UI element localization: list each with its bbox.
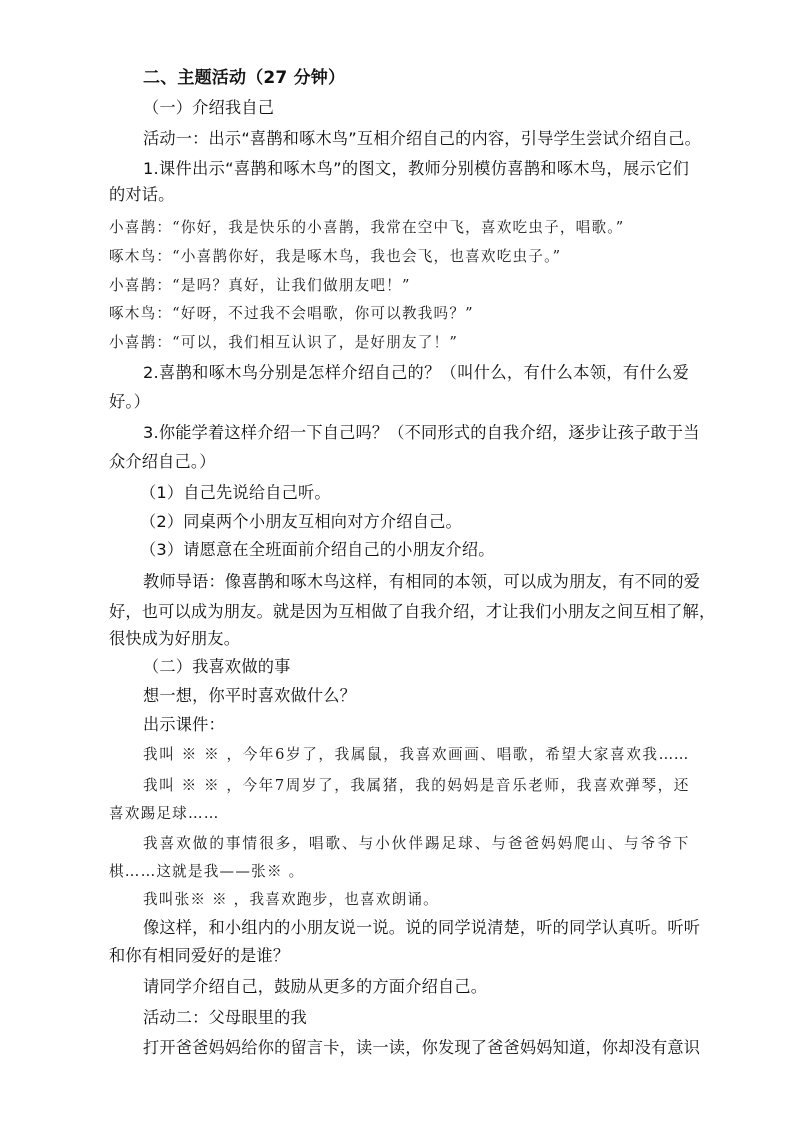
dialogue-line-5: 小喜鹊：“可以，我们相互认识了，是好朋友了！”: [109, 334, 458, 351]
sub-step-3: （3）请愿意在全班面前介绍自己的小朋友介绍。: [140, 540, 495, 559]
dialogue-line-4: 啄木鸟：“好呀，不过我不会唱歌，你可以教我吗？”: [109, 305, 474, 322]
sub-step-1: （1）自己先说给自己听。: [140, 483, 331, 502]
activity-one-intro: 活动一：出示“喜鹊和啄木鸟”互相介绍自己的内容，引导学生尝试介绍自己。: [143, 129, 701, 148]
step-1-line-1: 1.课件出示“喜鹊和啄木鸟”的图文，教师分别模仿喜鹊和啄木鸟，展示它们: [143, 159, 689, 178]
subsection-title-2: （二）我喜欢做的事: [143, 657, 291, 676]
dialogue-line-1: 小喜鹊：“你好，我是快乐的小喜鹊，我常在空中飞，喜欢吃虫子，唱歌。”: [109, 219, 625, 236]
teacher-guide-line-2: 好，也可以成为朋友。就是因为互相做了自我介绍，才让我们小朋友之间互相了解，: [109, 602, 716, 621]
dialogue-line-3: 小喜鹊：“是吗？真好，让我们做朋友吧！”: [109, 277, 411, 294]
group-talk-line-1: 像这样，和小组内的小朋友说一说。说的同学说清楚，听的同学认真听。听听: [143, 918, 701, 937]
subsection-title-1: （一）介绍我自己: [143, 98, 275, 117]
example-3-line-2: 棋……这就是我——张※ 。: [109, 863, 305, 880]
example-2-line-2: 喜欢踢足球……: [109, 805, 220, 822]
step-2-line-2: 好。）: [109, 392, 151, 411]
final-line: 打开爸爸妈妈给你的留言卡，读一读，你发现了爸爸妈妈知道，你却没有意识: [143, 1038, 701, 1057]
example-1: 我叫 ※ ※ ，今年6岁了，我属鼠，我喜欢画画、唱歌，希望大家喜欢我……: [143, 746, 689, 763]
example-2-line-1: 我叫 ※ ※ ，今年7周岁了，我属猪，我的妈妈是音乐老师，我喜欢弹琴，还: [143, 777, 689, 794]
step-1-line-2: 的对话。: [109, 185, 175, 204]
group-talk-line-2: 和你有相同爱好的是谁？: [109, 946, 290, 965]
think-prompt: 想一想，你平时喜欢做什么？: [143, 686, 357, 705]
section-title: 二、主题活动（27 分钟）: [143, 68, 346, 88]
sub-step-2: （2）同桌两个小朋友互相向对方介绍自己。: [140, 512, 462, 531]
activity-two-title: 活动二：父母眼里的我: [143, 1008, 307, 1027]
step-3-line-1: 3.你能学着这样介绍一下自己吗？（不同形式的自我介绍，逐步让孩子敢于当: [143, 423, 700, 442]
encourage-line: 请同学介绍自己，鼓励从更多的方面介绍自己。: [143, 977, 488, 996]
example-3-line-1: 我喜欢做的事情很多，唱歌、与小伙伴踢足球、与爸爸妈妈爬山、与爷爷下: [143, 835, 689, 852]
dialogue-line-2: 啄木鸟：“小喜鹊你好，我是啄木鸟，我也会飞，也喜欢吃虫子。”: [109, 248, 562, 265]
step-2-line-1: 2.喜鹊和啄木鸟分别是怎样介绍自己的？（叫什么，有什么本领，有什么爱: [143, 363, 689, 382]
teacher-guide-line-3: 很快成为好朋友。: [109, 629, 241, 648]
show-courseware: 出示课件：: [143, 715, 225, 734]
teacher-guide-line-1: 教师导语：像喜鹊和啄木鸟这样，有相同的本领，可以成为朋友，有不同的爱: [143, 572, 701, 591]
example-4: 我叫张※ ※ ，我喜欢跑步，也喜欢朗诵。: [143, 891, 439, 908]
step-3-line-2: 众介绍自己。）: [109, 452, 216, 471]
